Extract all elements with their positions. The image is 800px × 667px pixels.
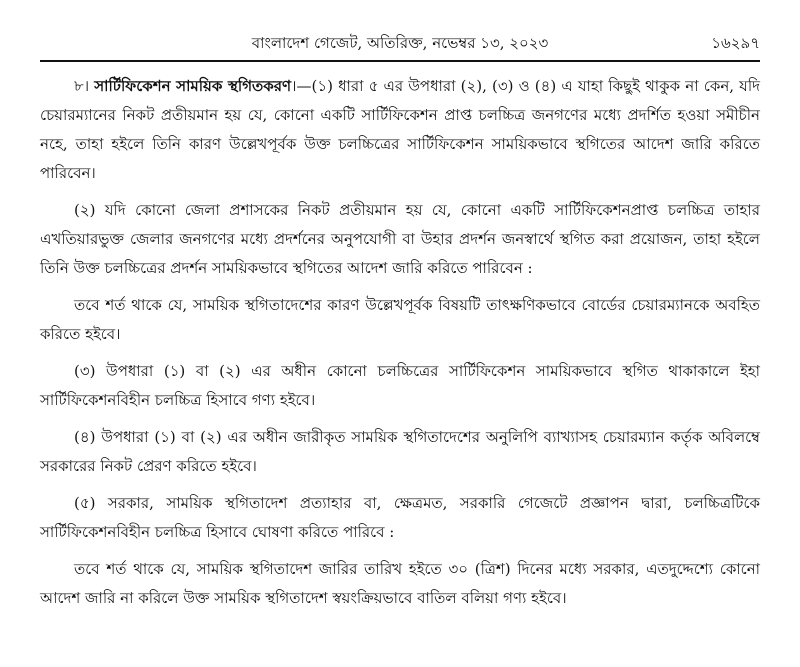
subsection-2-paragraph: (২) যদি কোনো জেলা প্রশাসকের নিকট প্রতীয়মান হয় যে, কোনো একটি সার্টিফিকেশনপ্রাপ্ত চলচ্চিত্র তাহার এখতিয়ারভুক্ত জেলার জনগণের মধ্যে প্রদর্শনের অনুপযোগী বা উহার প্রদর্শন জনস্বার্থে স্থগিত করা প্রয়োজন, তাহা হইলে তিনি উক্ত চলচ্চিত্রের প্রদর্শন সাময়িকভাবে স্থগিতের আদেশ জারি করিতে পারিবেন : — [40, 201, 760, 277]
subsection-4-paragraph: (৪) উপধারা (১) বা (২) এর অধীন জারীকৃত সাময়িক স্থগিতাদেশের অনুলিপি ব্যাখ্যাসহ চেয়ারম্যান কর্তৃক অবিলম্বে সরকারের নিকট প্রেরণ করিতে হইবে। — [40, 428, 760, 475]
proviso-1-paragraph: তবে শর্ত থাকে যে, সাময়িক স্থগিতাদেশের কারণ উল্লেখপূর্বক বিষয়টি তাৎক্ষণিকভাবে বোর্ডের চেয়ারম্যানকে অবহিত করিতে হইবে। — [40, 296, 760, 343]
subsection-1-text: (১) ধারা ৫ এর উপধারা (২), (৩) ও (৪) এ যাহা কিছুই থাকুক না কেন, যদি চেয়ারম্যানের নিকট প্রতীয়মান হয় যে, কোনো একটি সার্টিফিকেশন প্রাপ্ত চলচ্চিত্র জনগণের মধ্যে প্রদর্শিত হওয়া সমীচীন নহে, তাহা হইলে তিনি কারণ উল্লেখপূর্বক উক্ত চলচ্চিত্রের সার্টিফিকেশন সাময়িকভাবে স্থগিতের আদেশ জারি করিতে পারিবেন। — [40, 77, 760, 182]
section-heading: সার্টিফিকেশন সাময়িক স্থগিতকরণ — [94, 77, 292, 95]
subsection-3-paragraph: (৩) উপধারা (১) বা (২) এর অধীন কোনো চলচ্চিত্রের সার্টিফিকেশন সাময়িকভাবে স্থগিত থাকাকালে ইহা সার্টিফিকেশনবিহীন চলচ্চিত্র হিসাবে গণ্য হইবে। — [40, 362, 760, 409]
header-divider — [40, 60, 760, 62]
gazette-title: বাংলাদেশ গেজেট, অতিরিক্ত, নভেম্বর ১৩, ২০২৩ — [251, 34, 549, 52]
section-number: ৮। — [74, 77, 95, 95]
subsection-5-paragraph: (৫) সরকার, সাময়িক স্থগিতাদেশ প্রত্যাহার বা, ক্ষেত্রমত, সরকারি গেজেটে প্রজ্ঞাপন দ্বারা, চলচ্চিত্রটিকে সার্টিফিকেশনবিহীন চলচ্চিত্র হিসাবে ঘোষণা করিতে পারিবে : — [40, 494, 760, 541]
page-header — [40, 28, 760, 58]
section-8-paragraph — [40, 72, 760, 188]
proviso-2-paragraph: তবে শর্ত থাকে যে, সাময়িক স্থগিতাদেশ জারির তারিখ হইতে ৩০ (ত্রিশ) দিনের মধ্যে সরকার, এতদুদ্দেশ্যে কোনো আদেশ জারি না করিলে উক্ত সাময়িক স্থগিতাদেশ স্বয়ংক্রিয়ভাবে বাতিল বলিয়া গণ্য হইবে। — [40, 560, 760, 607]
page-number: ১৬২৯৭ — [711, 34, 760, 52]
section-dash: ।— — [291, 77, 312, 95]
